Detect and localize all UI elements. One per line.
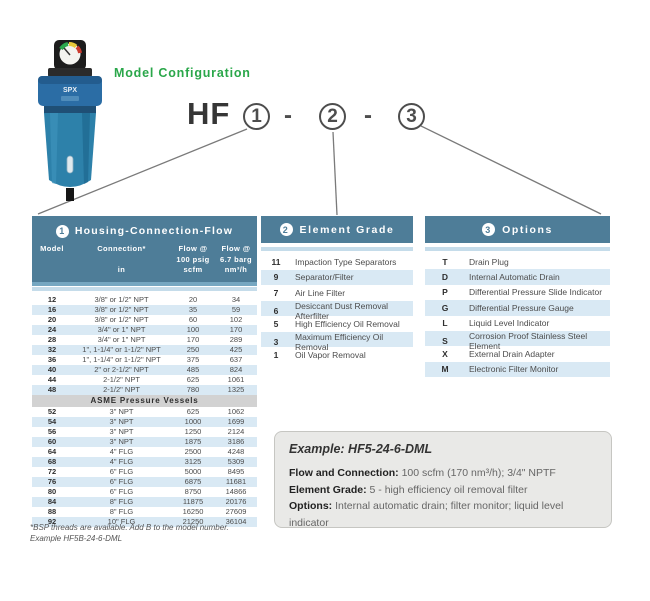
table-row	[32, 335, 257, 345]
table-cell: Maximum Efficiency Oil Removal	[295, 331, 384, 352]
position-1-badge: 1	[243, 103, 270, 130]
table-cell: 1", 1-1/4" or 1-1/2" NPT	[82, 354, 161, 364]
table-row	[32, 457, 257, 467]
table-cell: Differential Pressure Slide Indicator	[469, 287, 603, 298]
table-cell: 8" FLG	[109, 506, 134, 516]
number-2-badge: 2	[280, 223, 293, 236]
table-cell: 44	[47, 374, 57, 384]
table-cell: 3186	[227, 436, 245, 446]
table-cell: 637	[229, 354, 243, 364]
housing-table-header	[32, 216, 257, 282]
table-cell: 12	[47, 294, 57, 304]
sight-glass	[67, 156, 73, 173]
table-cell: 32	[47, 344, 57, 354]
element-grade-body	[261, 254, 413, 363]
table-cell: 3	[273, 336, 279, 347]
table-row	[261, 347, 413, 363]
table-cell: 1062	[227, 406, 245, 416]
table-cell: 36104	[225, 516, 247, 526]
col-header-connection: Connection*	[97, 244, 146, 253]
table-row	[425, 285, 610, 300]
table-row	[261, 316, 413, 332]
example-title: Example: HF5-24-6-DML	[289, 442, 433, 456]
table-cell: Differential Pressure Gauge	[469, 302, 574, 313]
table-cell: 11681	[225, 476, 247, 486]
table-cell: Drain Plug	[469, 256, 509, 267]
table-cell: 1	[273, 349, 279, 360]
table-cell: 84	[47, 496, 57, 506]
table-row	[261, 331, 413, 352]
table-cell: 56	[47, 426, 57, 436]
table-cell: Oil Vapor Removal	[295, 349, 366, 360]
table-cell: 6875	[184, 476, 202, 486]
brand-label: SPX	[62, 87, 78, 94]
table-cell: 11	[271, 256, 281, 267]
position-3-badge: 3	[398, 103, 425, 130]
table-cell: 625	[186, 406, 200, 416]
table-row	[32, 305, 257, 315]
table-cell: G	[441, 302, 449, 313]
table-cell: 24	[47, 324, 57, 334]
table-cell: 9	[273, 272, 279, 283]
table-cell: Electronic Filter Monitor	[469, 364, 559, 375]
table-cell: Corrosion Proof Stainless Steel Element	[469, 330, 588, 351]
table-cell: 170	[186, 334, 200, 344]
table-cell: 2124	[227, 426, 245, 436]
table-row	[425, 254, 610, 269]
col-header-flow-psig: Flow @	[178, 244, 208, 253]
table-cell: 20	[188, 294, 198, 304]
table-cell: 3125	[184, 456, 202, 466]
table-cell: 76	[47, 476, 57, 486]
table-cell: 68	[47, 456, 57, 466]
table-row	[32, 407, 257, 417]
table-cell: 27609	[225, 506, 247, 516]
table-cell: 2500	[184, 446, 202, 456]
table-row	[32, 385, 257, 395]
table-cell: 100	[186, 324, 200, 334]
table-row	[32, 427, 257, 437]
table-cell: 8" FLG	[109, 496, 134, 506]
table-cell: 6" FLG	[109, 466, 134, 476]
table-cell: 5	[273, 318, 279, 329]
asme-banner: ASME Pressure Vessels	[32, 395, 257, 407]
table-cell: 3/8" or 1/2" NPT	[94, 304, 149, 314]
table-cell: 1061	[227, 374, 245, 384]
housing-connection-flow-table	[32, 216, 257, 527]
table-cell: 6" FLG	[109, 476, 134, 486]
drain-stem	[66, 188, 74, 201]
table-cell: 34	[231, 294, 241, 304]
table-cell: 16250	[182, 506, 204, 516]
table-cell: 10" FLG	[107, 516, 136, 526]
model-prefix: HF	[187, 96, 231, 131]
table-cell: 3/8" or 1/2" NPT	[94, 314, 149, 324]
table-cell: 80	[47, 486, 57, 496]
table-cell: 2" or 2-1/2" NPT	[94, 364, 149, 374]
table-cell: 36	[47, 354, 57, 364]
table-row	[261, 270, 413, 286]
table-row	[32, 345, 257, 355]
table-cell: 40	[47, 364, 57, 374]
table-cell: 4" FLG	[109, 446, 134, 456]
number-3-badge: 3	[482, 223, 495, 236]
table-cell: 7	[273, 287, 279, 298]
footnote	[30, 523, 229, 544]
table-cell: 16	[47, 304, 57, 314]
table-cell: 1250	[184, 426, 202, 436]
table-row	[425, 300, 610, 315]
separator-dash: -	[364, 102, 372, 129]
table-cell: 88	[47, 506, 57, 516]
table-row	[261, 300, 413, 321]
table-cell: 3" NPT	[109, 436, 134, 446]
table-cell: S	[442, 335, 448, 346]
table-cell: Liquid Level Indicator	[469, 318, 550, 329]
table-row	[32, 497, 257, 507]
table-cell: 425	[229, 344, 243, 354]
table-cell: 3" NPT	[109, 426, 134, 436]
table-cell: 4" FLG	[109, 456, 134, 466]
table-row	[32, 325, 257, 335]
table-cell: Impaction Type Separators	[295, 256, 397, 267]
table-cell: 5000	[184, 466, 202, 476]
page-title: Model Configuration	[114, 66, 251, 80]
col-header-flow-barg: Flow @	[221, 244, 251, 253]
example-flow-line: Flow and Connection: 100 scfm (170 nm³/h); 3/4" NPTF	[289, 467, 556, 479]
table-cell: 3" NPT	[109, 416, 134, 426]
table-row	[32, 447, 257, 457]
table-row	[425, 316, 610, 331]
table-row	[425, 346, 610, 361]
connector-line-3	[421, 126, 601, 214]
table-cell: 52	[47, 406, 57, 416]
table-cell: 35	[188, 304, 198, 314]
table-cell: 8495	[227, 466, 245, 476]
table-cell: 59	[231, 304, 241, 314]
table-row	[32, 417, 257, 427]
table-cell: Air Line Filter	[295, 287, 346, 298]
table-cell: 250	[186, 344, 200, 354]
options-table	[425, 216, 610, 377]
table-row	[425, 362, 610, 377]
table-cell: D	[441, 272, 449, 283]
housing-table-body-asme	[32, 407, 257, 527]
table-cell: 1", 1-1/4" or 1-1/2" NPT	[82, 344, 161, 354]
table-cell: 72	[47, 466, 57, 476]
table-cell: 54	[47, 416, 57, 426]
table-cell: 3" NPT	[109, 406, 134, 416]
table-cell: Separator/Filter	[295, 272, 354, 283]
table-row	[32, 487, 257, 497]
table-cell: 375	[186, 354, 200, 364]
example-box	[274, 431, 612, 528]
footnote-line-1: *BSP threads are available. Add B to the model number.	[30, 523, 229, 532]
header-divider	[32, 282, 257, 286]
table-cell: External Drain Adapter	[469, 349, 555, 360]
table-cell: 289	[229, 334, 243, 344]
table-row	[32, 375, 257, 385]
table-cell: 170	[229, 324, 243, 334]
table-cell: 625	[186, 374, 200, 384]
table-cell: 1699	[227, 416, 245, 426]
table-row	[32, 315, 257, 325]
example-options-line: Options: Internal automatic drain; filter monitor; liquid level indicator	[289, 500, 564, 529]
footnote-line-2: Example HF5B-24-6-DML	[30, 533, 123, 543]
table-cell: 3/8" or 1/2" NPT	[94, 294, 149, 304]
table-row	[32, 507, 257, 517]
table-cell: 8750	[184, 486, 202, 496]
table-row	[425, 330, 610, 351]
table-row	[32, 365, 257, 375]
col-header-model: Model	[40, 244, 64, 253]
product-image	[28, 38, 112, 203]
table-cell: 11875	[182, 496, 204, 506]
housing-table-body-npt	[32, 295, 257, 395]
position-2-badge: 2	[319, 103, 346, 130]
table-row	[32, 477, 257, 487]
table-cell: 3/4" or 1" NPT	[97, 324, 146, 334]
housing-table-title: 1 Housing-Connection-Flow	[32, 221, 257, 241]
table-cell: Desiccant Dust Removal Afterfilter	[295, 300, 389, 321]
table-cell: 1000	[184, 416, 202, 426]
table-cell: 5309	[227, 456, 245, 466]
gauge-collar	[48, 68, 92, 77]
table-cell: High Efficiency Oil Removal	[295, 318, 400, 329]
table-cell: T	[442, 256, 448, 267]
element-grade-table	[261, 216, 413, 363]
table-cell: 14866	[225, 486, 247, 496]
table-cell: P	[442, 287, 448, 298]
filter-neck	[44, 106, 96, 113]
table-cell: 4248	[227, 446, 245, 456]
table-cell: 1325	[227, 384, 245, 394]
table-row	[32, 355, 257, 365]
element-grade-header: 2 Element Grade	[261, 216, 413, 243]
table-cell: 60	[188, 314, 198, 324]
table-row	[32, 295, 257, 305]
table-cell: 2-1/2" NPT	[103, 384, 140, 394]
options-header: 3 Options	[425, 216, 610, 243]
table-cell: 2-1/2" NPT	[103, 374, 140, 384]
table-cell: 824	[229, 364, 243, 374]
example-grade-line: Element Grade: 5 - high efficiency oil removal filter	[289, 483, 528, 496]
table-row	[32, 467, 257, 477]
table-cell: 20	[47, 314, 57, 324]
table-row	[425, 269, 610, 284]
table-cell: 102	[229, 314, 243, 324]
table-cell: 1875	[184, 436, 202, 446]
table-cell: 48	[47, 384, 57, 394]
table-cell: M	[441, 364, 449, 375]
table-cell: 3/4" or 1" NPT	[97, 334, 146, 344]
table-cell: 6	[273, 305, 279, 316]
connector-line-2	[333, 132, 337, 215]
table-cell: Internal Automatic Drain	[469, 272, 560, 283]
table-cell: 92	[47, 516, 57, 526]
housing-column-headers: Model Connection* in Flow @ 100 psig scfm Flow @ 6.7 barg nm³/h	[40, 244, 252, 274]
table-row	[261, 285, 413, 301]
table-cell: 64	[47, 446, 57, 456]
number-1-badge: 1	[56, 225, 69, 238]
table-cell: L	[442, 318, 448, 329]
table-row	[261, 254, 413, 270]
table-cell: 780	[186, 384, 200, 394]
table-cell: 6" FLG	[109, 486, 134, 496]
separator-dash: -	[284, 102, 292, 129]
table-cell: 485	[186, 364, 200, 374]
table-cell: 21250	[182, 516, 204, 526]
table-row	[32, 437, 257, 447]
table-cell: 28	[47, 334, 57, 344]
table-cell: 60	[47, 436, 57, 446]
table-cell: 20176	[225, 496, 247, 506]
table-cell: X	[442, 349, 448, 360]
options-body	[425, 254, 610, 377]
